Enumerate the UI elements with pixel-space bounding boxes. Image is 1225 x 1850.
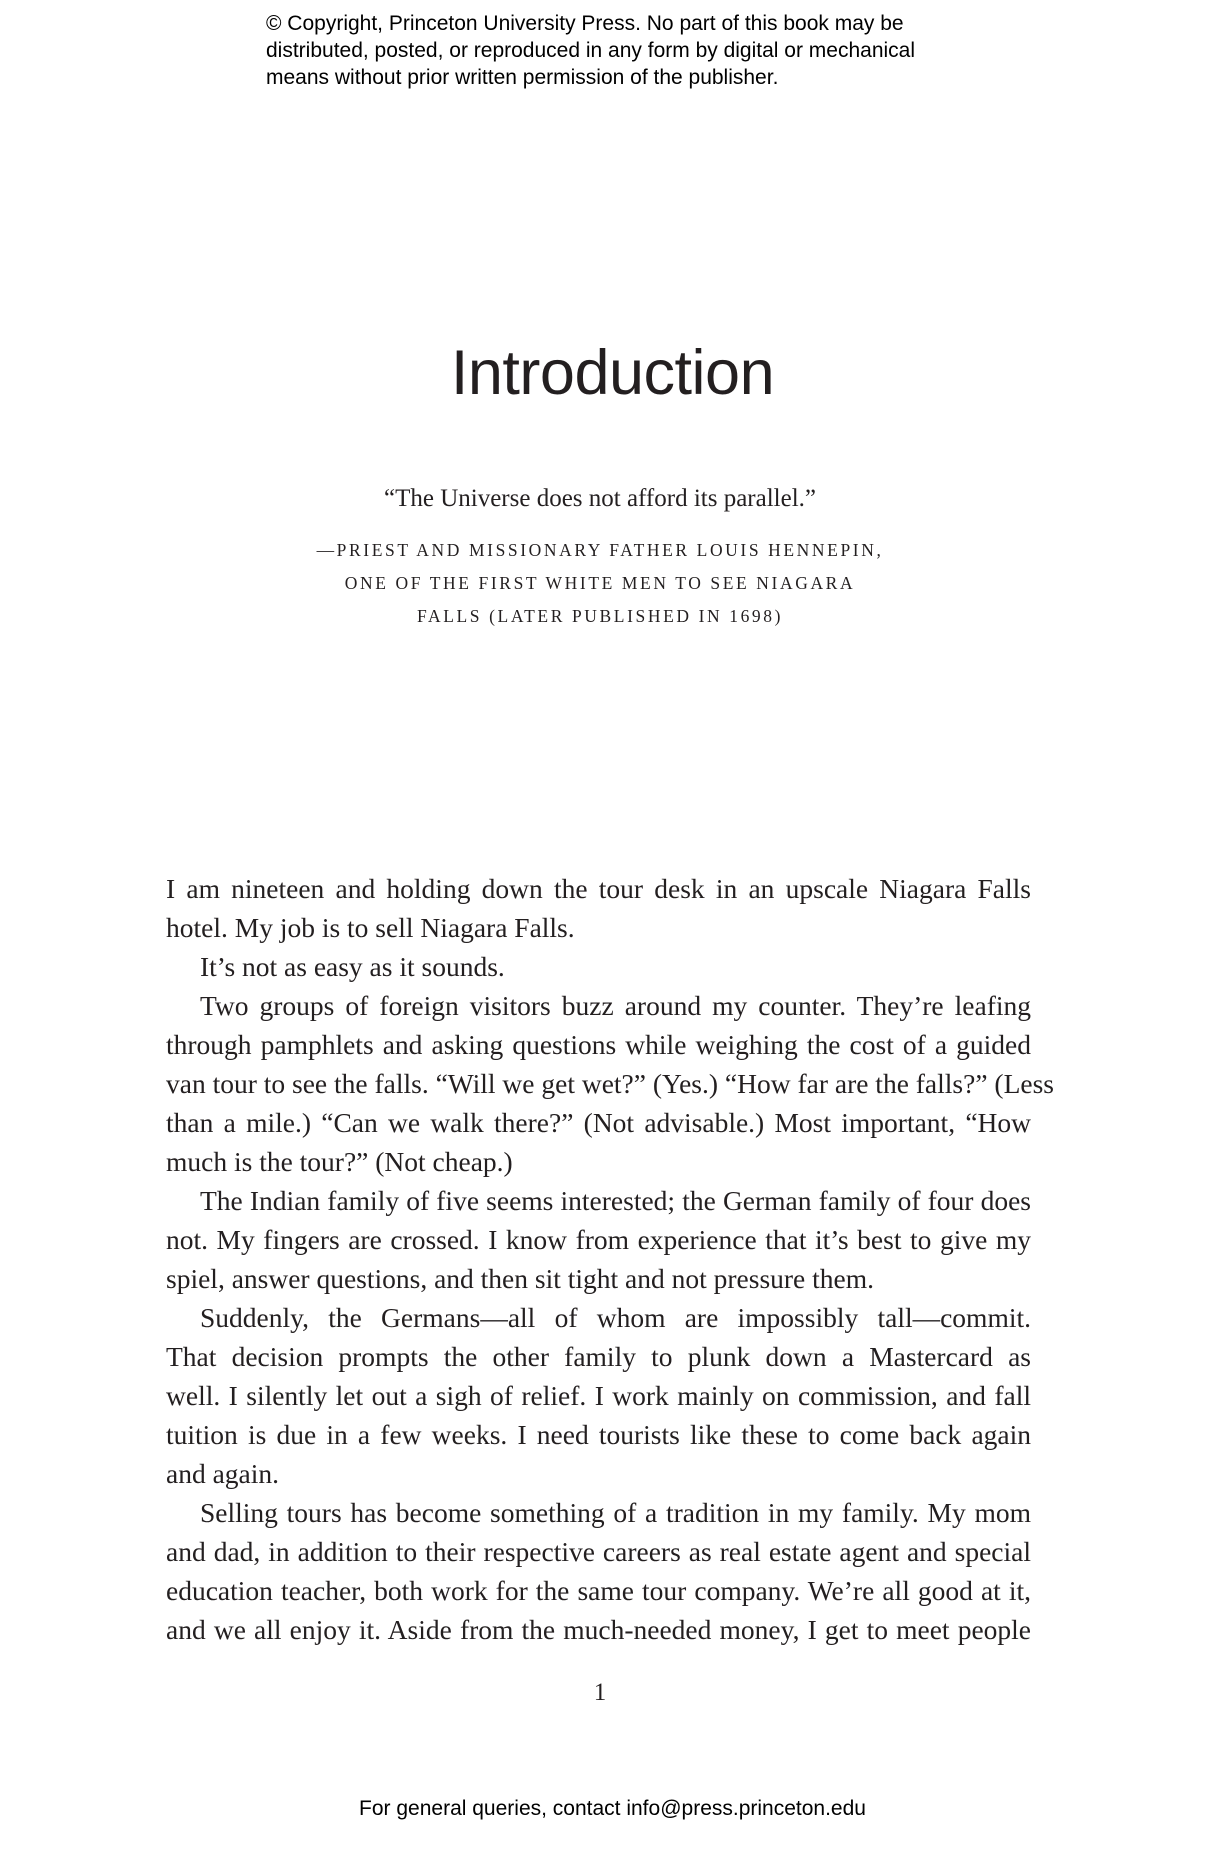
- attribution-line: FALLS (LATER PUBLISHED IN 1698): [416, 606, 784, 626]
- text-line: and we all enjoy it. Aside from the much-needed money, I get to meet people: [166, 1614, 1031, 1645]
- body-text: [166, 869, 1054, 1649]
- page-number: 1: [593, 1679, 607, 1706]
- copyright-notice: [266, 10, 1026, 91]
- text-line: and again.: [166, 1458, 280, 1489]
- text-line: not. My fingers are crossed. I know from experience that it’s best to give my: [166, 1224, 1031, 1255]
- text-line: Suddenly, the Germans—all of whom are impossibly tall—commit.: [200, 1302, 1031, 1333]
- copyright-line: © Copyright, Princeton University Press. No part of this book may be: [266, 12, 904, 35]
- text-line: spiel, answer questions, and then sit tight and not pressure them.: [166, 1263, 875, 1294]
- text-line: hotel. My job is to sell Niagara Falls.: [166, 912, 575, 943]
- text-line: tuition is due in a few weeks. I need tourists like these to come back again: [166, 1419, 1031, 1450]
- text-line: I am nineteen and holding down the tour desk in an upscale Niagara Falls: [166, 873, 1031, 904]
- text-line: than a mile.) “Can we walk there?” (Not advisable.) Most important, “How: [166, 1107, 1031, 1138]
- text-line: van tour to see the falls. “Will we get wet?” (Yes.) “How far are the falls?” (Less: [166, 1068, 1054, 1099]
- epigraph-attribution: [0, 534, 1200, 633]
- attribution-line: ONE OF THE FIRST WHITE MEN TO SEE NIAGARA: [344, 573, 856, 593]
- text-line: much is the tour?” (Not cheap.): [166, 1146, 513, 1177]
- text-line: Two groups of foreign visitors buzz around my counter. They’re leafing: [200, 990, 1031, 1021]
- copyright-line: distributed, posted, or reproduced in any form by digital or mechanical: [266, 39, 916, 62]
- text-line: Selling tours has become something of a tradition in my family. My mom: [200, 1497, 1031, 1528]
- text-line: well. I silently let out a sigh of relief. I work mainly on commission, and fall: [166, 1380, 1031, 1411]
- epigraph-quote: “The Universe does not afford its parallel.”: [383, 485, 817, 512]
- text-line: It’s not as easy as it sounds.: [200, 951, 505, 982]
- chapter-title: Introduction: [450, 338, 775, 408]
- text-line: The Indian family of five seems interested; the German family of four does: [200, 1185, 1031, 1216]
- copyright-line: means without prior written permission of the publisher.: [266, 66, 779, 89]
- footer-contact: For general queries, contact info@press.princeton.edu: [359, 1797, 866, 1820]
- text-line: education teacher, both work for the same tour company. We’re all good at it,: [166, 1575, 1031, 1606]
- text-line: through pamphlets and asking questions while weighing the cost of a guided: [166, 1029, 1031, 1060]
- text-line: and dad, in addition to their respective careers as real estate agent and special: [166, 1536, 1031, 1567]
- text-line: That decision prompts the other family to plunk down a Mastercard as: [166, 1341, 1031, 1372]
- attribution-line: —PRIEST AND MISSIONARY FATHER LOUIS HENNEPIN,: [316, 540, 884, 560]
